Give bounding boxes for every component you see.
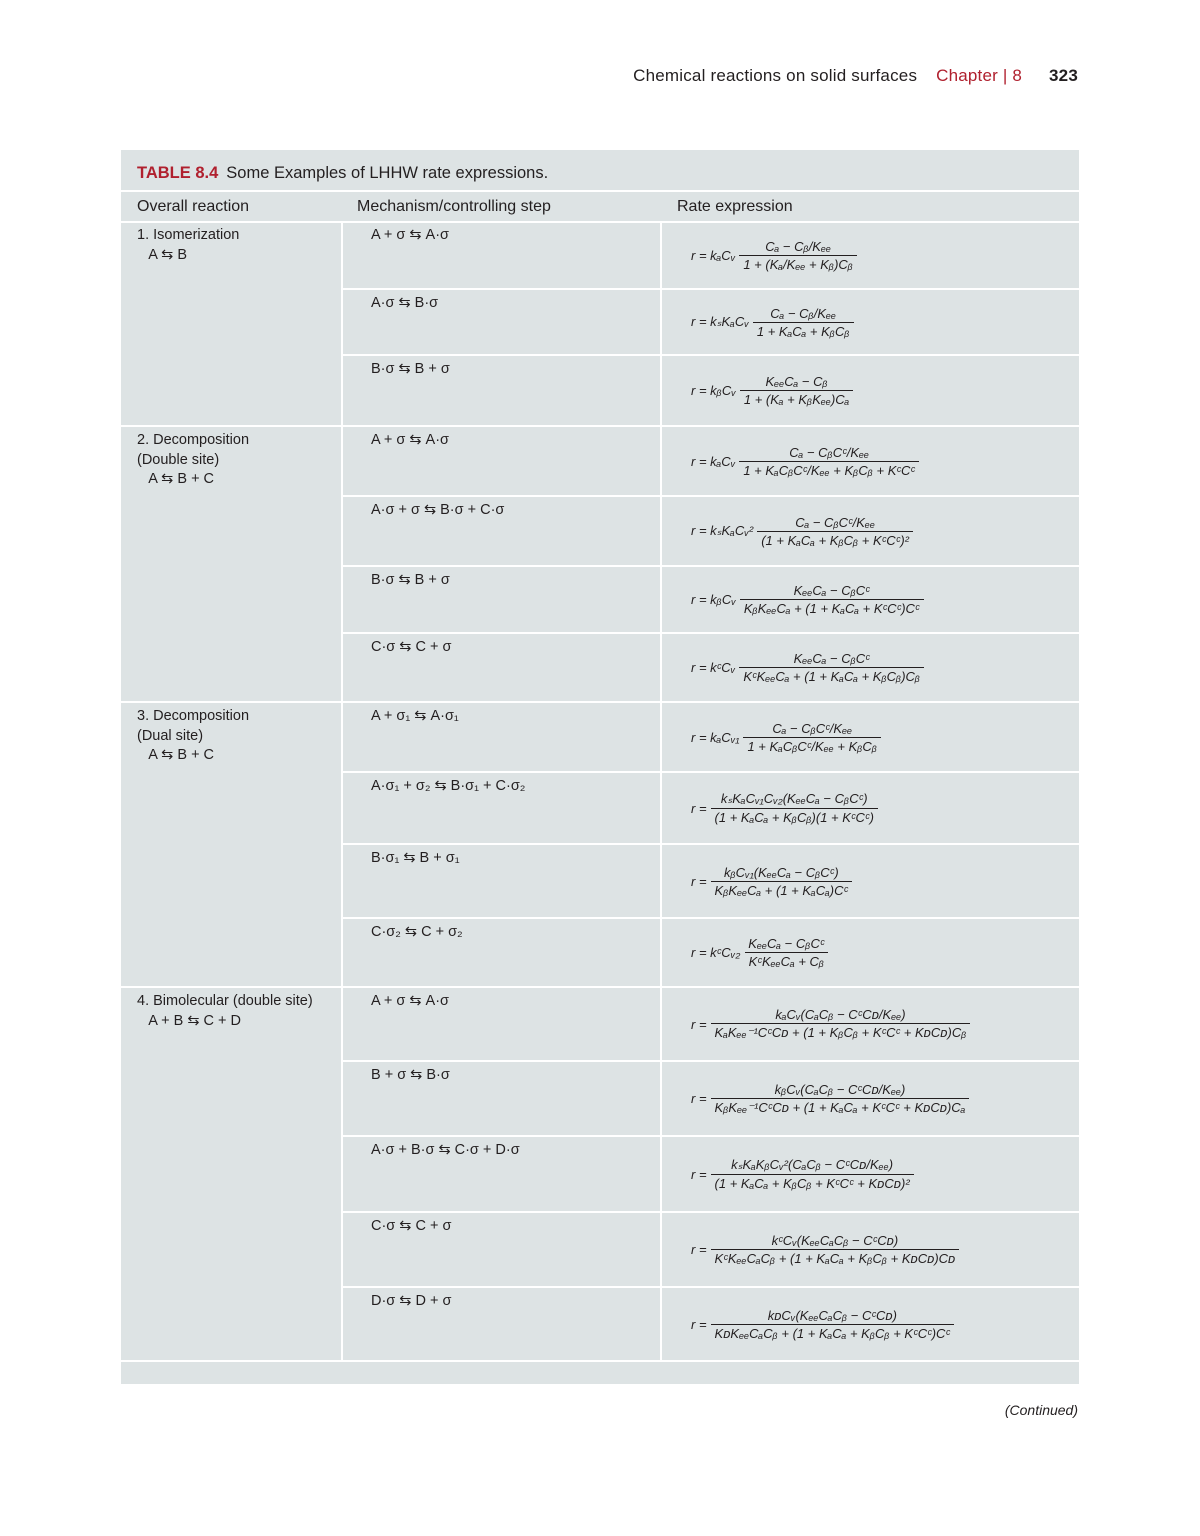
- mechanism-step: A·σ₁ + σ₂ ⇆ B·σ₁ + C·σ₂: [371, 778, 526, 794]
- rate-expression-lhs: r =: [691, 1016, 707, 1032]
- rate-denominator: KᵦKₑₑCₐ + (1 + KₐCₐ + KᶜCᶜ)Cᶜ: [740, 599, 924, 616]
- rate-expression: [691, 500, 913, 562]
- mechanism-step: B·σ ⇆ B + σ: [371, 572, 450, 588]
- rate-fraction: [711, 865, 853, 898]
- rate-expression-lhs: r = kᵦCᵥ: [691, 383, 736, 398]
- rate-expression-lhs: r = kᶜCᵥ: [691, 660, 736, 675]
- rate-expression-lhs: r =: [691, 1091, 707, 1106]
- mechanism-step: A·σ ⇆ B·σ: [371, 295, 439, 311]
- rate-expression: [691, 848, 852, 914]
- rate-numerator: kᴅCᵥ(KₑₑCₐCᵦ − CᶜCᴅ): [767, 1307, 897, 1323]
- rate-numerator: Cₐ − Cᵦ/Kₑₑ: [765, 238, 832, 254]
- rate-fraction: [743, 721, 881, 754]
- chapter-label: Chapter | 8: [936, 66, 1023, 85]
- row-divider: [341, 1211, 1079, 1213]
- rate-expression-lhs: r = kᵦCᵥ: [691, 592, 736, 607]
- rate-denominator: KᶜKₑₑCₐ + Cᵦ: [745, 952, 828, 969]
- row-divider: [341, 1060, 1079, 1062]
- rate-expression: [691, 1216, 959, 1283]
- mechanism-step: C·σ ⇆ C + σ: [371, 1218, 452, 1234]
- rate-expression-lhs: r = kₛKₐCᵥ: [691, 314, 749, 329]
- rate-expression: [691, 1065, 969, 1132]
- rate-numerator: KₑₑCₐ − CᵦCᶜ: [748, 936, 825, 951]
- rate-expression: [691, 1140, 914, 1208]
- rate-denominator: 1 + KₐCᵦCᶜ/Kₑₑ + KᵦCᵦ: [743, 737, 881, 754]
- rate-numerator: kₛKₐKᵦCᵥ²(CₐCᵦ − CᶜCᴅ/Kₑₑ): [731, 1157, 894, 1172]
- rate-numerator: kᵦCᵥ₁(KₑₑCₐ − CᵦCᶜ): [723, 864, 839, 880]
- group-divider: [121, 701, 1079, 703]
- mechanism-step: B·σ₁ ⇆ B + σ₁: [371, 850, 460, 866]
- mechanism-step: A + σ ⇆ A·σ: [371, 227, 450, 243]
- page-number: 323: [1049, 66, 1078, 85]
- rate-expression: [691, 776, 878, 840]
- row-divider: [341, 1286, 1079, 1288]
- overall-reaction: 2. Decomposition (Double site) A ⇆ B + C: [137, 432, 250, 487]
- rate-fraction: [740, 583, 924, 616]
- rate-expression-lhs: r =: [691, 800, 707, 816]
- rate-fraction: [757, 515, 913, 548]
- rate-numerator: KₑₑCₐ − CᵦCᶜ: [793, 651, 870, 666]
- rate-denominator: KᵦKₑₑCₐ + (1 + KₐCₐ)Cᶜ: [711, 881, 853, 898]
- rate-expression: [691, 225, 857, 285]
- rate-numerator: kₛKₐCᵥ₁Cᵥ₂(KₑₑCₐ − CᵦCᶜ): [720, 791, 868, 806]
- table-caption: [137, 164, 548, 183]
- group-divider: [121, 425, 1079, 427]
- rate-expression-lhs: r =: [691, 1242, 707, 1257]
- mechanism-step: D·σ ⇆ D + σ: [371, 1293, 452, 1309]
- overall-reaction: 1. Isomerization A ⇆ B: [137, 227, 240, 263]
- column-divider: [341, 221, 343, 1361]
- row-divider: [341, 354, 1079, 356]
- rate-expression-lhs: r = kₐCᵥ: [691, 453, 736, 469]
- column-header-mechanism: Mechanism/controlling step: [357, 198, 551, 215]
- rate-fraction: [711, 791, 878, 825]
- rate-numerator: kᵦCᵥ(CₐCᵦ − CᶜCᴅ/Kₑₑ): [774, 1081, 906, 1097]
- rate-fraction: [739, 651, 924, 684]
- rate-numerator: Cₐ − CᵦCᶜ/Kₑₑ: [772, 720, 853, 736]
- rate-fraction: [711, 1308, 955, 1341]
- mechanism-step: A·σ + B·σ ⇆ C·σ + D·σ: [371, 1142, 520, 1158]
- rate-expression: [691, 706, 881, 768]
- rate-expression-lhs: r =: [691, 1316, 707, 1332]
- overall-reaction: 4. Bimolecular (double site) A + B ⇆ C + D: [137, 993, 313, 1029]
- rate-denominator: (1 + KₐCₐ + KᵦCᵦ + KᶜCᶜ + KᴅCᴅ)²: [711, 1174, 914, 1191]
- rate-denominator: (1 + KₐCₐ + KᵦCᵦ + KᶜCᶜ)²: [757, 531, 913, 548]
- rate-fraction: [744, 936, 828, 969]
- row-divider: [341, 632, 1079, 634]
- rate-expression-lhs: r =: [691, 873, 707, 889]
- row-divider: [341, 771, 1079, 773]
- rate-denominator: 1 + KₐCₐ + KᵦCᵦ: [753, 322, 854, 339]
- rate-fraction: [711, 1157, 914, 1191]
- column-divider: [660, 221, 662, 1361]
- rate-expression: [691, 1291, 954, 1357]
- rate-numerator: Cₐ − CᵦCᶜ/Kₑₑ: [795, 514, 875, 530]
- continued-note: (Continued): [1004, 1402, 1078, 1418]
- mechanism-step: B + σ ⇆ B·σ: [371, 1067, 450, 1083]
- rate-numerator: KₑₑCₐ − CᵦCᶜ: [793, 583, 870, 598]
- rate-numerator: kᶜCᵥ(KₑₑCₐCᵦ − CᶜCᴅ): [771, 1233, 899, 1248]
- rate-numerator: Cₐ − CᵦCᶜ/Kₑₑ: [789, 444, 870, 460]
- rate-fraction: [739, 239, 857, 272]
- rate-expression-lhs: r = kᶜCᵥ₂: [691, 945, 741, 960]
- group-divider: [121, 1360, 1079, 1362]
- mechanism-step: A + σ ⇆ A·σ: [371, 993, 450, 1009]
- rate-denominator: KᴅKₑₑCₐCᵦ + (1 + KₐCₐ + KᵦCᵦ + KᶜCᶜ)Cᶜ: [711, 1324, 955, 1341]
- rate-denominator: KᵦKₑₑ⁻¹CᶜCᴅ + (1 + KₐCₐ + KᶜCᶜ + KᴅCᴅ)Cₐ: [711, 1098, 970, 1116]
- row-divider: [341, 1135, 1079, 1137]
- rate-expression: [691, 637, 924, 698]
- mechanism-step: A·σ + σ ⇆ B·σ + C·σ: [371, 502, 505, 518]
- rate-denominator: 1 + (Kₐ/Kₑₑ + Kᵦ)Cᵦ: [739, 255, 857, 272]
- rate-fraction: [711, 1007, 971, 1041]
- rate-expression: [691, 991, 970, 1057]
- rate-expression: [691, 293, 854, 351]
- row-divider: [341, 565, 1079, 567]
- rate-fraction: [711, 1082, 970, 1116]
- mechanism-step: C·σ₂ ⇆ C + σ₂: [371, 924, 463, 940]
- rate-denominator: 1 + (Kₐ + KᵦKₑₑ)Cₐ: [740, 390, 854, 407]
- row-divider: [341, 843, 1079, 845]
- table-header-row: [121, 190, 1079, 223]
- mechanism-step: A + σ ⇆ A·σ: [371, 432, 450, 448]
- row-divider: [341, 495, 1079, 497]
- rate-denominator: KᶜKₑₑCₐ + (1 + KₐCₐ + KᵦCᵦ)Cᵦ: [739, 667, 924, 684]
- book-section-title: Chemical reactions on solid surfaces: [633, 66, 918, 85]
- rate-denominator: KᶜKₑₑCₐCᵦ + (1 + KₐCₐ + KᵦCᵦ + KᴅCᴅ)Cᴅ: [711, 1249, 960, 1266]
- table-label: TABLE 8.4: [137, 164, 219, 182]
- group-divider: [121, 986, 1079, 988]
- rate-fraction: [740, 374, 854, 407]
- rate-fraction: [753, 306, 854, 339]
- row-divider: [341, 917, 1079, 919]
- column-header-overall-reaction: Overall reaction: [137, 198, 250, 215]
- rate-denominator: KₐKₑₑ⁻¹CᶜCᴅ + (1 + KᵦCᵦ + KᶜCᶜ + KᴅCᴅ)Cᵦ: [711, 1023, 971, 1041]
- rate-denominator: (1 + KₐCₐ + KᵦCᵦ)(1 + KᶜCᶜ): [711, 808, 878, 825]
- rate-expression-lhs: r = kₐCᵥ₁: [691, 729, 740, 745]
- rate-expression: [691, 922, 828, 983]
- mechanism-step: A + σ₁ ⇆ A·σ₁: [371, 708, 459, 724]
- rate-expression: [691, 359, 853, 422]
- rate-expression-table: [121, 150, 1079, 1384]
- rate-expression: [691, 570, 924, 629]
- rate-numerator: KₑₑCₐ − Cᵦ: [765, 374, 828, 389]
- rate-fraction: [739, 445, 919, 478]
- mechanism-step: C·σ ⇆ C + σ: [371, 639, 452, 655]
- rate-expression: [691, 430, 919, 492]
- running-head: [633, 66, 1078, 86]
- rate-numerator: Cₐ − Cᵦ/Kₑₑ: [770, 305, 837, 321]
- row-divider: [341, 288, 1079, 290]
- rate-fraction: [711, 1233, 960, 1266]
- rate-expression-lhs: r =: [691, 1166, 707, 1182]
- rate-denominator: 1 + KₐCᵦCᶜ/Kₑₑ + KᵦCᵦ + KᶜCᶜ: [739, 461, 919, 478]
- rate-expression-lhs: r = kₐCᵥ: [691, 247, 736, 263]
- table-caption-text: Some Examples of LHHW rate expressions.: [226, 164, 549, 182]
- rate-numerator: kₐCᵥ(CₐCᵦ − CᶜCᴅ/Kₑₑ): [775, 1007, 906, 1022]
- mechanism-step: B·σ ⇆ B + σ: [371, 361, 450, 377]
- column-header-rate-expression: Rate expression: [677, 198, 793, 215]
- rate-expression-lhs: r = kₛKₐCᵥ²: [691, 523, 754, 538]
- overall-reaction: 3. Decomposition (Dual site) A ⇆ B + C: [137, 708, 250, 763]
